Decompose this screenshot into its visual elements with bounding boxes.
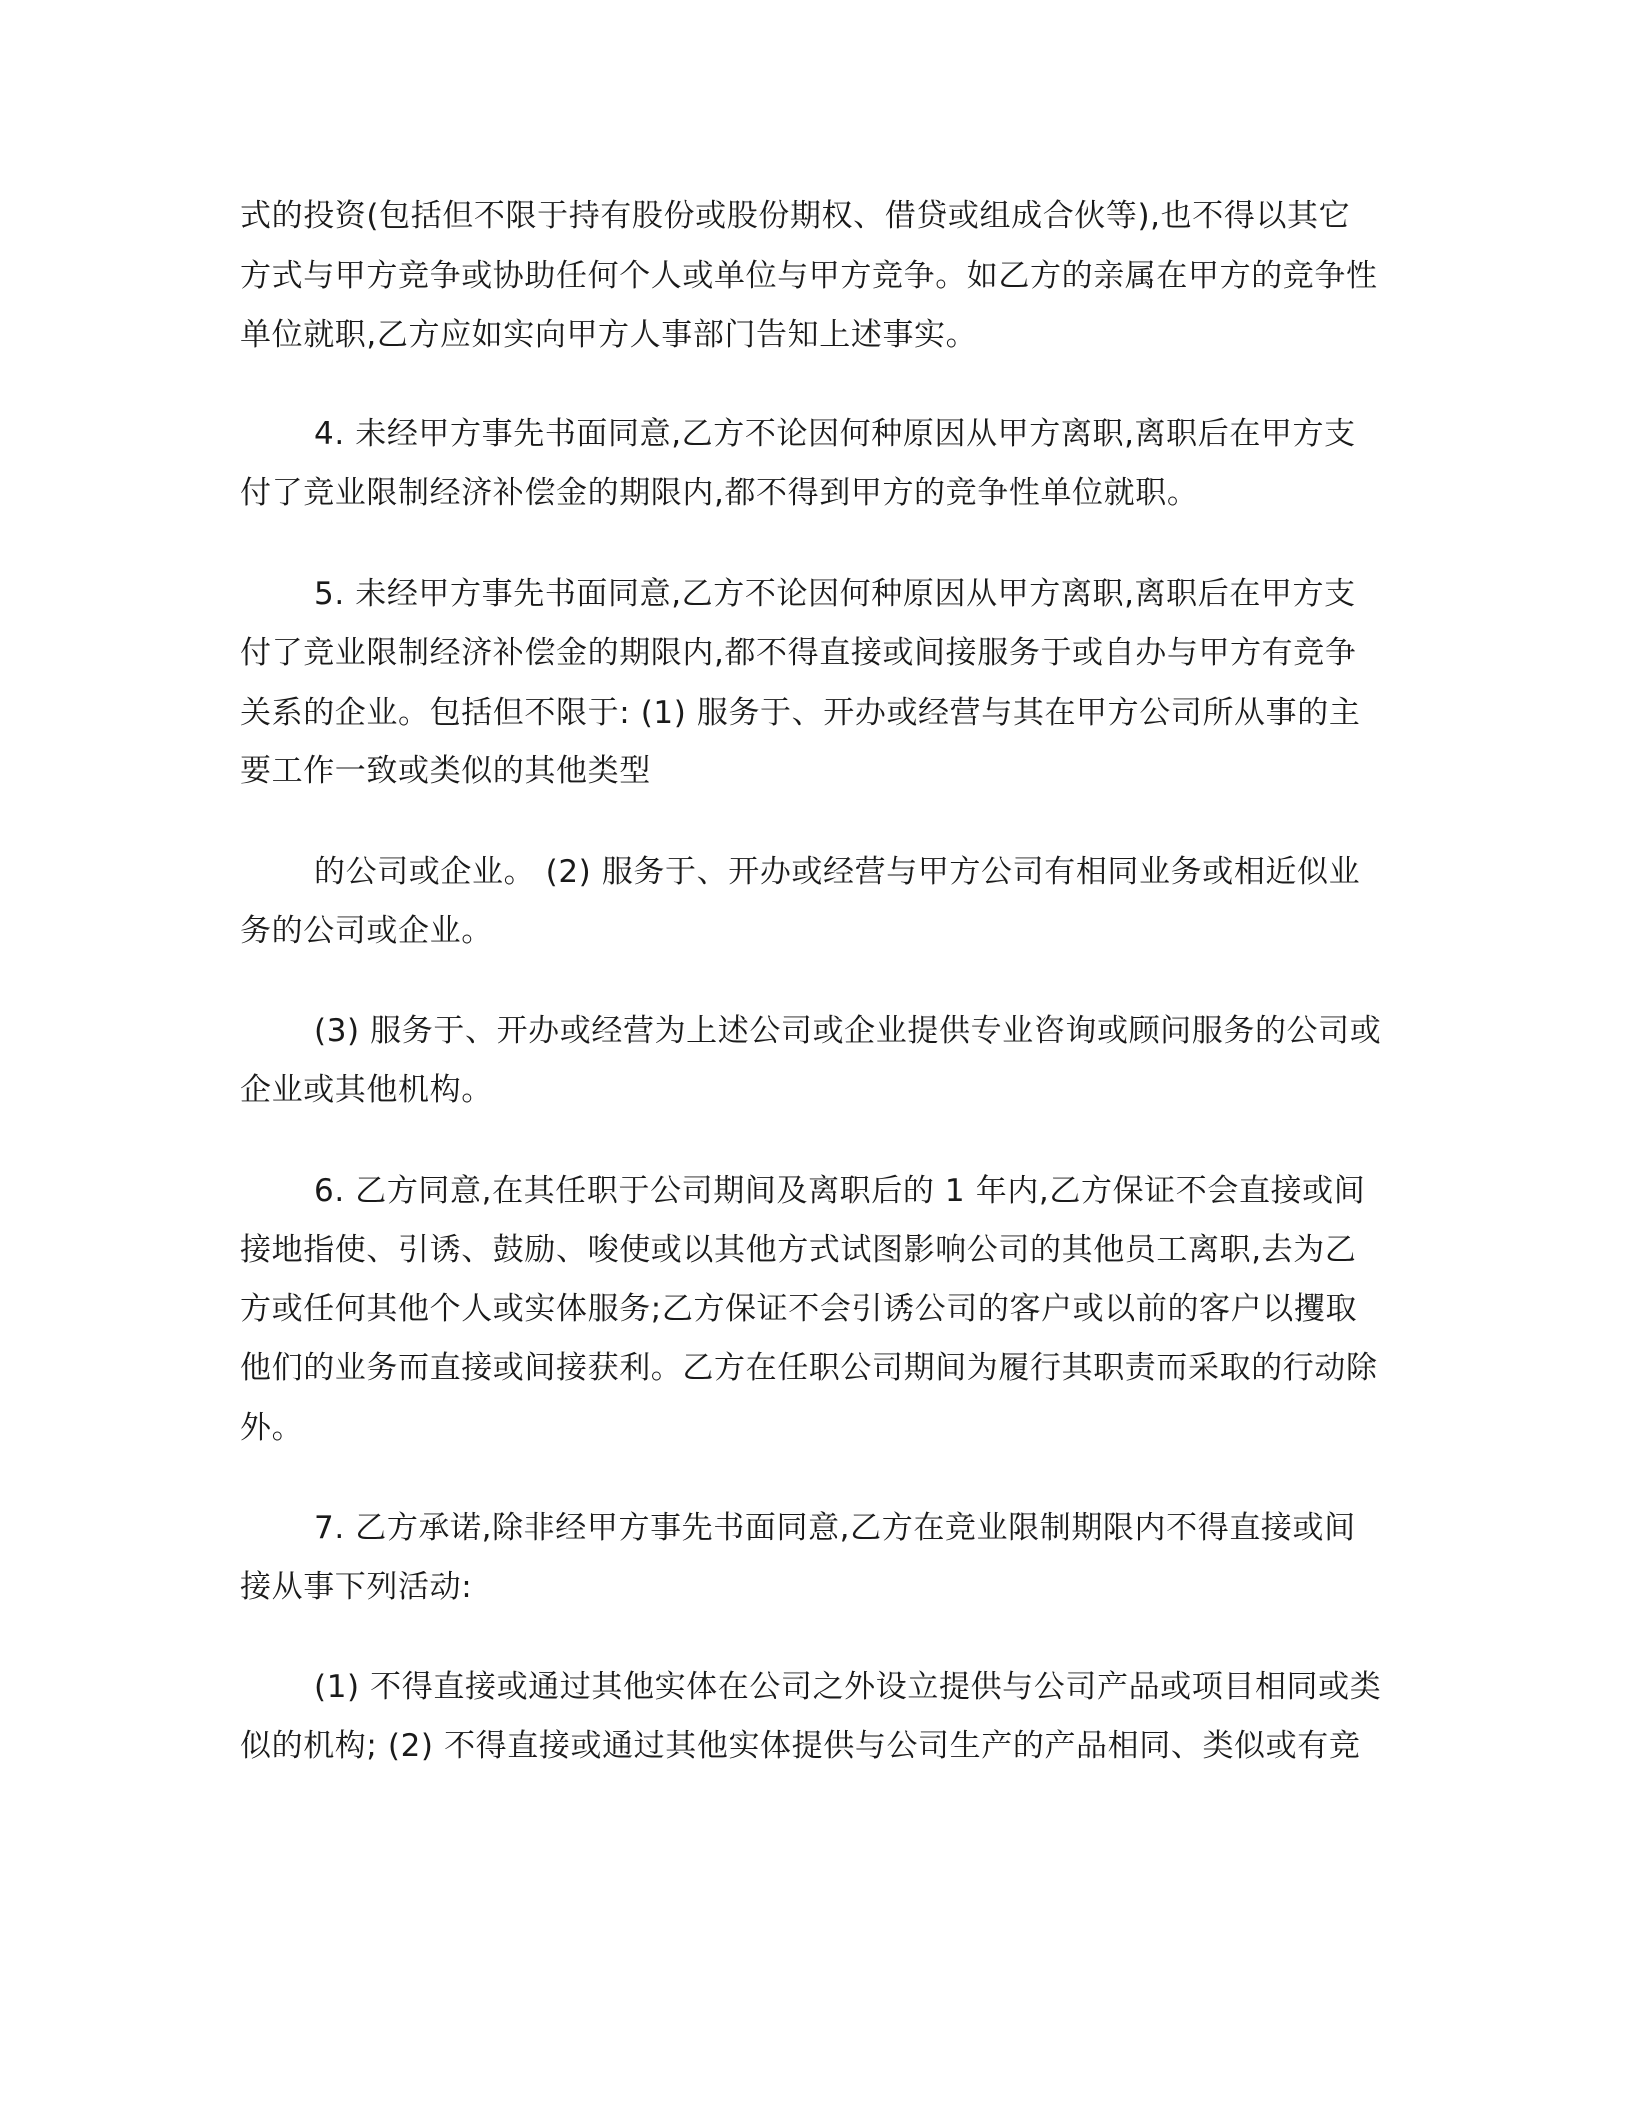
text-line: 关系的企业。包括但不限于: (1) 服务于、开办或经营与其在甲方公司所从事的主 <box>240 695 1361 731</box>
text-line: 式的投资(包括但不限于持有股份或股份期权、借贷或组成合伙等),也不得以其它 <box>240 198 1351 234</box>
text-line: 付了竞业限制经济补偿金的期限内,都不得到甲方的竞争性单位就职。 <box>240 475 1199 511</box>
text-line: 接从事下列活动: <box>240 1569 473 1605</box>
text-line: 7. 乙方承诺,除非经甲方事先书面同意,乙方在竞业限制期限内不得直接或间 <box>314 1510 1356 1546</box>
text-line: 方或任何其他个人或实体服务;乙方保证不会引诱公司的客户或以前的客户以攫取 <box>240 1291 1358 1327</box>
text-line: 外。 <box>240 1410 304 1446</box>
text-line: 的公司或企业。 (2) 服务于、开办或经营与甲方公司有相同业务或相近似业 <box>314 854 1361 890</box>
text-line: 方式与甲方竞争或协助任何个人或单位与甲方竞争。如乙方的亲属在甲方的竞争性 <box>240 258 1378 294</box>
text-line: 6. 乙方同意,在其任职于公司期间及离职后的 1 年内,乙方保证不会直接或间 <box>314 1173 1366 1209</box>
text-line: 企业或其他机构。 <box>240 1072 493 1108</box>
text-line: 接地指使、引诱、鼓励、唆使或以其他方式试图影响公司的其他员工离职,去为乙 <box>240 1232 1357 1268</box>
text-line: 付了竞业限制经济补偿金的期限内,都不得直接或间接服务于或自办与甲方有竞争 <box>240 635 1357 671</box>
text-line: 单位就职,乙方应如实向甲方人事部门告知上述事实。 <box>240 317 978 353</box>
text-line: (3) 服务于、开办或经营为上述公司或企业提供专业咨询或顾问服务的公司或 <box>314 1013 1382 1049</box>
text-line: 5. 未经甲方事先书面同意,乙方不论因何种原因从甲方离职,离职后在甲方支 <box>314 576 1356 612</box>
text-line: 要工作一致或类似的其他类型 <box>240 753 651 789</box>
text-line: 4. 未经甲方事先书面同意,乙方不论因何种原因从甲方离职,离职后在甲方支 <box>314 416 1356 452</box>
text-line: 他们的业务而直接或间接获利。乙方在任职公司期间为履行其职责而采取的行动除 <box>240 1350 1378 1386</box>
text-line: 似的机构; (2) 不得直接或通过其他实体提供与公司生产的产品相同、类似或有竞 <box>240 1728 1361 1764</box>
text-line: (1) 不得直接或通过其他实体在公司之外设立提供与公司产品或项目相同或类 <box>314 1669 1382 1705</box>
text-line: 务的公司或企业。 <box>240 913 493 949</box>
